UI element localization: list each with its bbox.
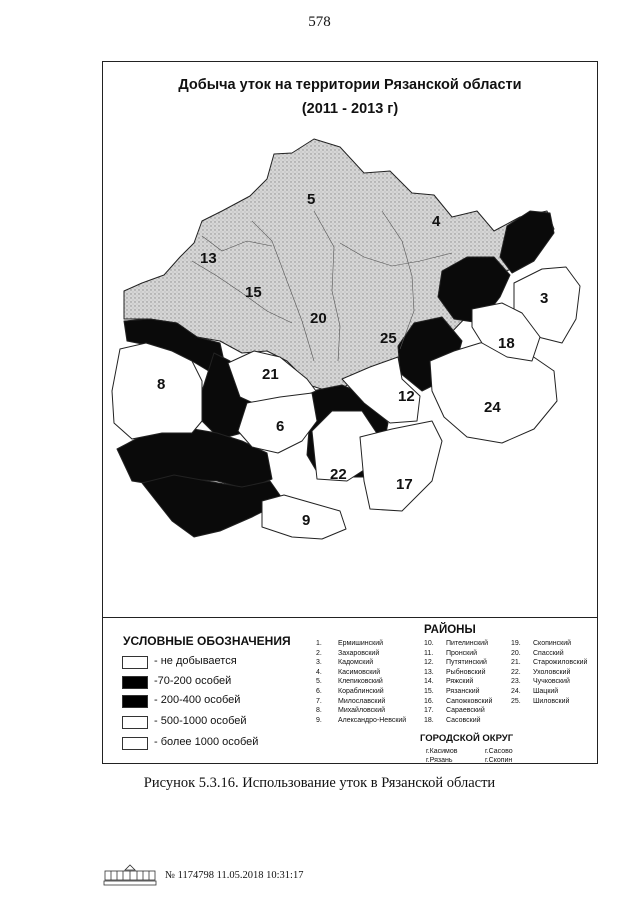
region-white-17 (360, 421, 442, 511)
district-name: Старожиловский (533, 659, 588, 667)
region-white-24 (430, 339, 557, 443)
region-label-3: 3 (540, 290, 549, 307)
region-label-5: 5 (307, 191, 316, 208)
district-row (511, 687, 587, 697)
district-row (511, 639, 587, 649)
city-label: г.Скопин (485, 757, 513, 764)
district-number: 19. (511, 640, 521, 647)
district-row (424, 697, 492, 707)
district-name: Путятинский (446, 659, 487, 667)
figure-caption: Рисунок 5.3.16. Использование уток в Рязанской области (143, 775, 496, 791)
district-row (424, 716, 492, 726)
district-name: Чучковский (533, 678, 570, 686)
urban-districts-heading: ГОРОДСКОЙ ОКРУГ (420, 733, 514, 744)
district-row (424, 639, 492, 649)
district-number: 18. (424, 716, 434, 724)
legend-swatch (122, 695, 148, 708)
district-number: 5. (316, 678, 322, 686)
district-name: Александро-Невский (338, 716, 407, 724)
district-number: 9. (316, 716, 322, 724)
document-id (165, 870, 303, 881)
district-name: Пителинский (446, 640, 488, 647)
legend-label: - не добывается (154, 655, 237, 667)
district-name: Скопинский (533, 640, 572, 647)
district-row (424, 658, 492, 668)
map-title: Добыча уток на территории Рязанской области (178, 77, 522, 93)
map-subtitle: (2011 - 2013 г) (301, 101, 399, 117)
legend-label: - 500-1000 особей (154, 715, 247, 727)
page-number: 578 (308, 14, 331, 30)
district-name: Сараевский (446, 707, 485, 715)
districts-column-3 (511, 639, 587, 706)
district-number: 20. (511, 649, 521, 657)
district-row (511, 697, 587, 707)
district-number: 12. (424, 659, 434, 667)
district-number: 8. (316, 707, 322, 715)
legend-swatch (122, 716, 148, 729)
district-number: 11. (424, 649, 434, 657)
district-number: 3. (316, 659, 322, 667)
district-number: 17. (424, 707, 434, 715)
district-row (316, 668, 406, 678)
district-number: 23. (511, 678, 521, 686)
districts-column-2 (424, 639, 492, 725)
region-black-northeast (500, 211, 554, 273)
city-label: г.Рязань (426, 757, 453, 764)
document-id-prefix: № (165, 870, 176, 881)
region-label-15: 15 (245, 284, 262, 301)
district-row (511, 677, 587, 687)
district-row (424, 706, 492, 716)
district-number: 25. (511, 697, 521, 705)
district-name: Захаровский (338, 649, 380, 657)
district-number: 15. (424, 687, 434, 695)
districts-heading: РАЙОНЫ (424, 624, 476, 636)
district-name: Спасский (533, 649, 564, 657)
region-label-6: 6 (276, 418, 285, 435)
region-label-20: 20 (310, 310, 327, 327)
district-number: 7. (316, 697, 322, 705)
city-label: г.Сасово (485, 748, 513, 755)
district-number: 14. (424, 678, 434, 686)
district-number: 6. (316, 687, 322, 695)
district-row (316, 716, 406, 726)
district-name: Клепиковский (338, 678, 383, 686)
region-label-17: 17 (396, 476, 413, 493)
region-map (102, 61, 598, 617)
district-name: Кораблинский (338, 687, 384, 695)
district-number: 13. (424, 668, 434, 676)
district-row (424, 687, 492, 697)
region-label-4: 4 (432, 213, 441, 230)
government-building-icon (103, 864, 157, 886)
region-label-21: 21 (262, 366, 279, 383)
region-label-12: 12 (398, 388, 415, 405)
legend-heading: УСЛОВНЫЕ ОБОЗНАЧЕНИЯ (123, 634, 291, 648)
district-name: Сапожковский (446, 697, 493, 705)
district-name: Ряжский (446, 678, 474, 686)
region-label-13: 13 (200, 250, 217, 267)
legend-swatch (122, 656, 148, 669)
district-number: 2. (316, 649, 322, 657)
legend-divider (102, 617, 598, 618)
legend-label: - 200-400 особей (154, 694, 241, 706)
district-row (424, 677, 492, 687)
legend-swatch (122, 676, 148, 689)
district-row (316, 649, 406, 659)
region-label-8: 8 (157, 376, 166, 393)
district-name: Ермишинский (338, 640, 384, 647)
document-id-value: 1174798 11.05.2018 10:31:17 (177, 870, 304, 881)
district-name: Рязанский (446, 687, 480, 695)
district-number: 22. (511, 668, 521, 676)
district-number: 24. (511, 687, 521, 695)
district-name: Пронский (446, 649, 478, 657)
legend-label: - более 1000 особей (154, 736, 259, 748)
district-name: Ухоловский (533, 668, 571, 676)
district-row (316, 687, 406, 697)
district-row (316, 658, 406, 668)
district-number: 4. (316, 668, 322, 676)
region-label-22: 22 (330, 466, 347, 483)
districts-column-1 (316, 639, 406, 725)
district-row (316, 677, 406, 687)
district-row (511, 658, 587, 668)
district-name: Рыбновский (446, 668, 486, 676)
region-label-18: 18 (498, 335, 515, 352)
district-name: Милославский (338, 697, 386, 705)
district-number: 21. (511, 659, 521, 667)
legend-label: -70-200 особей (154, 675, 232, 687)
district-number: 1. (316, 640, 322, 647)
region-label-25: 25 (380, 330, 397, 347)
district-name: Михайловский (338, 707, 386, 715)
region-label-24: 24 (484, 399, 501, 416)
district-name: Шиловский (533, 697, 570, 705)
district-name: Шацкий (533, 687, 559, 695)
district-name: Касимовский (338, 668, 381, 676)
city-label: г.Касимов (426, 748, 458, 755)
legend-swatch (122, 737, 148, 750)
district-name: Кадомский (338, 659, 374, 667)
district-row (511, 668, 587, 678)
district-row (424, 649, 492, 659)
district-row (316, 639, 406, 649)
district-number: 10. (424, 640, 434, 647)
district-row (316, 706, 406, 716)
district-row (511, 649, 587, 659)
district-row (424, 668, 492, 678)
district-row (316, 697, 406, 707)
district-number: 16. (424, 697, 434, 705)
district-name: Сасовский (446, 716, 481, 724)
region-label-9: 9 (302, 512, 311, 529)
